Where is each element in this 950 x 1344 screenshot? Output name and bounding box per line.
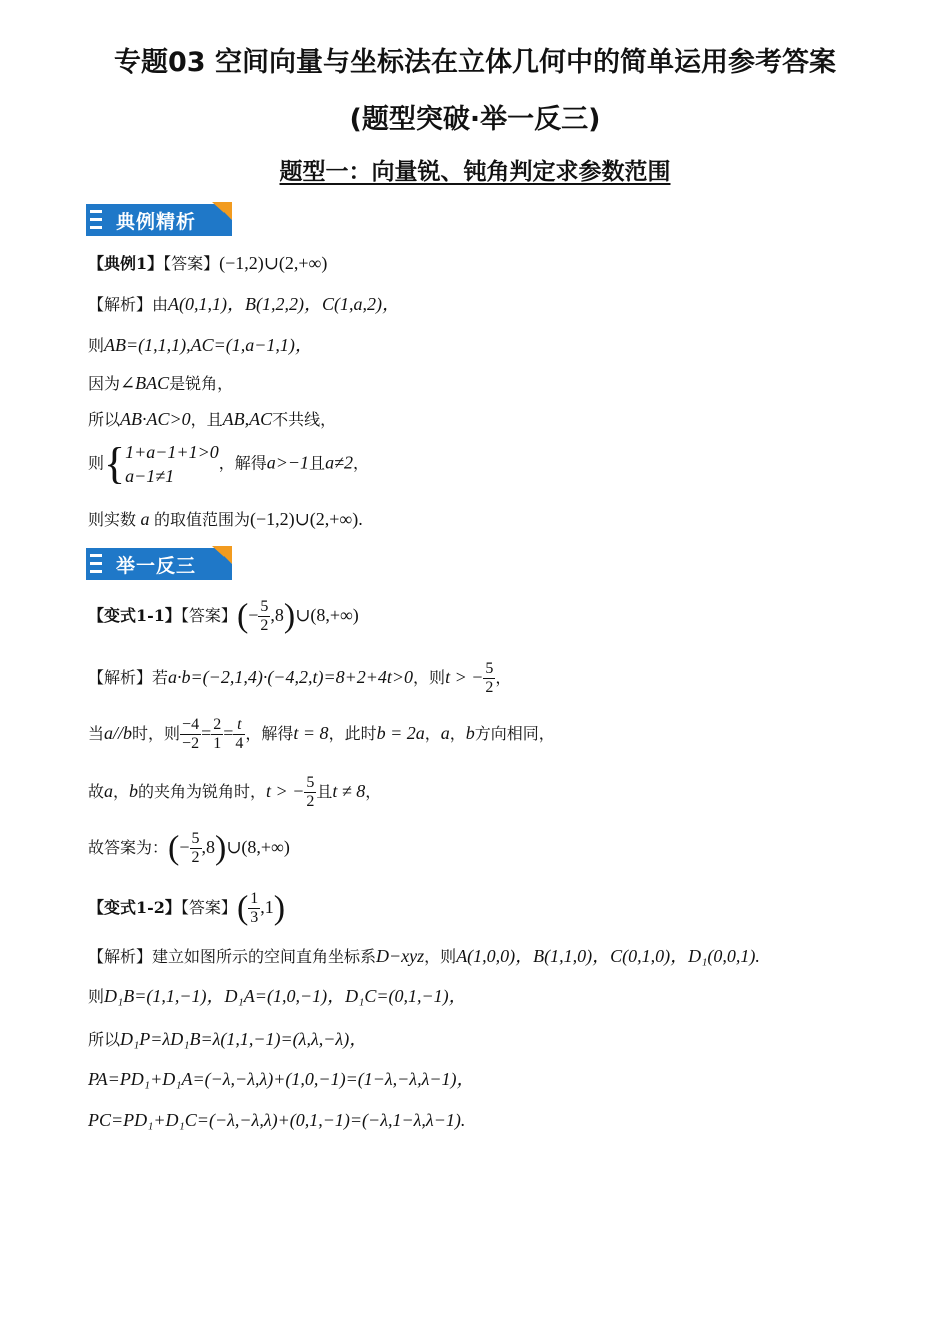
banner-example-label: 典例精析 xyxy=(116,211,197,233)
example1-line2: 则AB=(1,1,1),AC=(1,a−1,1)， xyxy=(88,335,313,355)
variant11-line2: 当a//b时，则 $\frac{-4}{-2}$ = $\frac{2}{1}$ = $\frac{t}{4}$ ，解得t = 8，此时b = 2a，a，b方向相同， xyxy=(88,716,555,752)
variant12-line4: PA=PD₁+D₁A=(−λ,−λ,λ)+(1,0,−1)=(1−λ,−λ,λ−1)， xyxy=(88,1069,475,1089)
page-title: 专题03 空间向量与坐标法在立体几何中的简单运用参考答案 xyxy=(114,47,836,78)
variant12-line3: 所以D₁P=λD₁B=λ(1,1,−1)=(λ,λ,−λ)， xyxy=(88,1029,368,1049)
variant11-line4: 故答案为：(− $\frac{5}{2}$ ,8)∪(8,+∞) xyxy=(88,829,290,867)
example1-answer-line: 【典例1】【答案】(−1,2)∪(2,+∞) xyxy=(88,253,328,273)
example1-line1: 【解析】由A(0,1,1)，B(1,2,2)，C(1,a,2)， xyxy=(88,294,400,314)
example1-line5: 则{ 1+a−1+1>0 a−1≠1 ，解得a>−1且a≠2， xyxy=(88,439,369,488)
variant12-answer-line: 【变式1-2】【答案】( $\frac{1}{3}$ ,1) xyxy=(88,889,286,927)
banner-example xyxy=(86,202,232,238)
section-title: 题型一：向量锐、钝角判定求参数范围 xyxy=(279,159,671,185)
example1-line4: 所以AB·AC>0，且AB,AC不共线， xyxy=(88,409,337,429)
example1-line6: 则实数 a 的取值范围为(−1,2)∪(2,+∞). xyxy=(88,509,363,529)
variant12-line5: PC=PD₁+D₁C=(−λ,−λ,λ)+(0,1,−1)=(−λ,1−λ,λ−1). xyxy=(88,1110,466,1130)
variant11-line1: 【解析】若a·b=(−2,1,4)·(−4,2,t)=8+2+4t>0，则t > − $\frac{5}{2}$ ， xyxy=(88,660,512,696)
page-subtitle: (题型突破·举一反三) xyxy=(349,104,601,135)
banner-practice xyxy=(86,546,232,582)
banner-practice-label: 举一反三 xyxy=(116,555,197,577)
variant11-answer-line: 【变式1-1】【答案】(− $\frac{5}{2}$ ,8)∪(8,+∞) xyxy=(88,597,359,635)
example1-line3: 因为∠BAC是锐角， xyxy=(88,373,234,393)
variant12-line1: 【解析】建立如图所示的空间直角坐标系D−xyz，则A(1,0,0)，B(1,1,0)，C(0,1,0)，D₁(0,0,1). xyxy=(88,946,760,966)
example1-answer: (−1,2)∪(2,+∞) xyxy=(219,253,328,273)
variant12-line2: 则D₁B=(1,1,−1)，D₁A=(1,0,−1)，D₁C=(0,1,−1)， xyxy=(88,986,467,1006)
variant11-line3: 故a，b的夹角为锐角时，t > − $\frac{5}{2}$ 且t ≠ 8， xyxy=(88,774,382,810)
